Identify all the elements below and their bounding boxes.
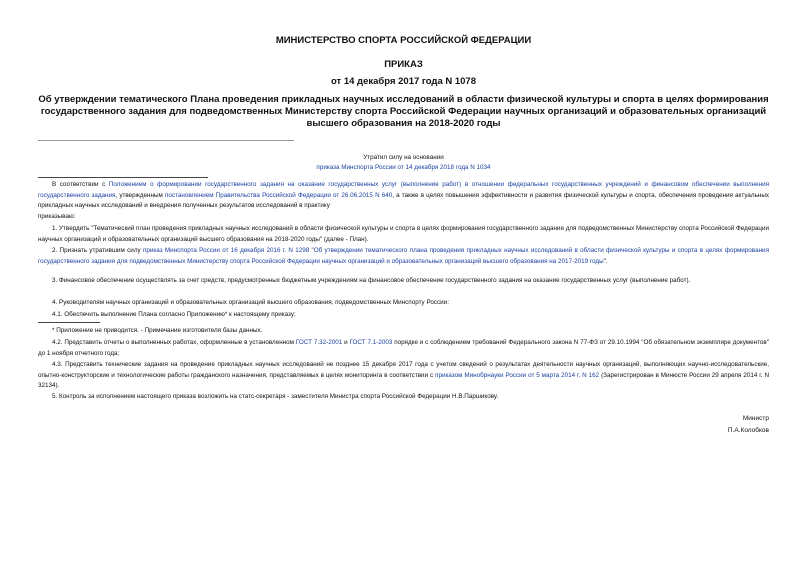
- item-text: 4.3. Представить технические задания на проведение прикладных научных исследований не позднее 15 декабря 2017 года с учетом сведений о результатах деятельности научных организаций, выполняющих научно-исследовательские, опытно-конструкторские и технологические работы гражданского назначения, представляемых в целях мониторинга в соответствии с: [38, 361, 769, 379]
- item-4-1: 4.1. Обеспечить выполнение Плана согласно Приложению* к настоящему приказу;: [52, 311, 296, 318]
- order-date-number: от 14 декабря 2017 года N 1078: [330, 76, 476, 87]
- divider: [38, 177, 208, 178]
- regulation-link[interactable]: Положением о формировании государственного задания на оказание государственных услуг (выполнение работ) в отношении федеральных государственных учреждений и финансовом обеспечении выполнения государственного задания: [38, 181, 770, 199]
- gost-7-1-link[interactable]: ГОСТ 7.1-2003: [349, 339, 393, 346]
- item-text: и: [342, 339, 350, 346]
- item-text: порядке и с соблюдением требований Федерального закона N 77-ФЗ от 29.10.1994 "Об обязательном экземпляре документов" до 1 ноября отчетного года;: [38, 339, 770, 357]
- repealed-order-title-link[interactable]: Об утверждении тематического плана проведения прикладных научных исследований в области физической культуры и спорта в целях формирования государственного задания для подведомственных Министерству спорта Российской Федерации научных организаций и образовательных организаций высшего образования на 2017-2019 годы: [38, 247, 769, 265]
- divider: [38, 140, 294, 141]
- repealed-order-link[interactable]: приказ Минспорта России от 16 декабря 2016 г. N 1298: [142, 247, 310, 254]
- status-notice: [38, 153, 769, 173]
- footnote: * Приложение не приводится. - Примечание изготовителя базы данных.: [52, 327, 263, 334]
- document-type: ПРИКАЗ: [384, 59, 423, 70]
- item-3: 3. Финансовое обеспечение осуществлять за счет средств, предусмотренных бюджетным учреждениям на финансовое обеспечение государственного задания на оказание государственных услуг (выполнение работ).: [52, 277, 691, 284]
- item-4-2: [38, 338, 769, 359]
- item-text: 2. Признать утратившим силу: [52, 247, 143, 254]
- signature-name: П.А.Колобков: [727, 427, 769, 434]
- lost-force-link[interactable]: приказа Минспорта России от 14 декабря 2018 года N 1034: [316, 164, 491, 171]
- gost-7-32-link[interactable]: ГОСТ 7.32-2001: [295, 339, 343, 346]
- preamble-text: , а также в целях повышения эффективности и развития физической культуры и спорта, обеспечения проведения актуальных прикладных научных исследований и внедрения полученных результатов исследований в практику: [38, 191, 770, 209]
- item-text: 4.2. Представить отчеты о выполненных работах, оформленные в установленном: [52, 339, 296, 346]
- item-2: [38, 246, 769, 267]
- government-decree-link[interactable]: постановлением Правительства Российской Федерации от 26.06.2015 N 640: [164, 191, 393, 199]
- preamble-text: , утвержденным: [115, 191, 165, 199]
- lost-force-text: Утратил силу на основании: [363, 154, 444, 161]
- orders-word: приказываю:: [38, 213, 76, 220]
- item-4: 4. Руководителям научных организаций и образовательных организаций высшего образования, подведомственных Минспорту России:: [52, 299, 449, 306]
- item-text: ".: [603, 257, 608, 265]
- order-title: Об утверждении тематического Плана проведения прикладных научных исследований в области физической культуры и спорта в целях формирования государственного задания для подведомственных Министерству спорта Российской Федерации научных организаций и образовательных организаций высшего образования на 2018-2020 годы: [38, 94, 769, 129]
- footnote-divider: [38, 322, 100, 323]
- preamble-paragraph: [38, 180, 769, 212]
- item-5: 5. Контроль за исполнением настоящего приказа возложить на статс-секретаря - заместителя Министра спорта Российской Федерации Н.В.Паршикову.: [52, 393, 499, 400]
- item-4-3: [38, 360, 769, 392]
- item-text: (Зарегистрирован в Минюсте России 29 апреля 2014 г. N 32134).: [38, 371, 770, 389]
- preamble-text: В соответствии с: [52, 181, 109, 188]
- item-1: 1. Утвердить "Тематический план проведения прикладных научных исследований в области физической культуры и спорта в целях формирования государственного задания для подведомственных Министерству спорта Российской Федерации научных организаций и образовательных организаций высшего образования на 2018-2020 годы" (далее - План).: [38, 225, 769, 243]
- ministry-heading: МИНИСТЕРСТВО СПОРТА РОССИЙСКОЙ ФЕДЕРАЦИИ: [275, 35, 532, 46]
- item-text: ": [309, 247, 314, 254]
- minobrnauki-order-link[interactable]: приказом Минобрнауки России от 5 марта 2014 г. N 162: [435, 371, 600, 379]
- signature-position: Министр: [742, 415, 769, 422]
